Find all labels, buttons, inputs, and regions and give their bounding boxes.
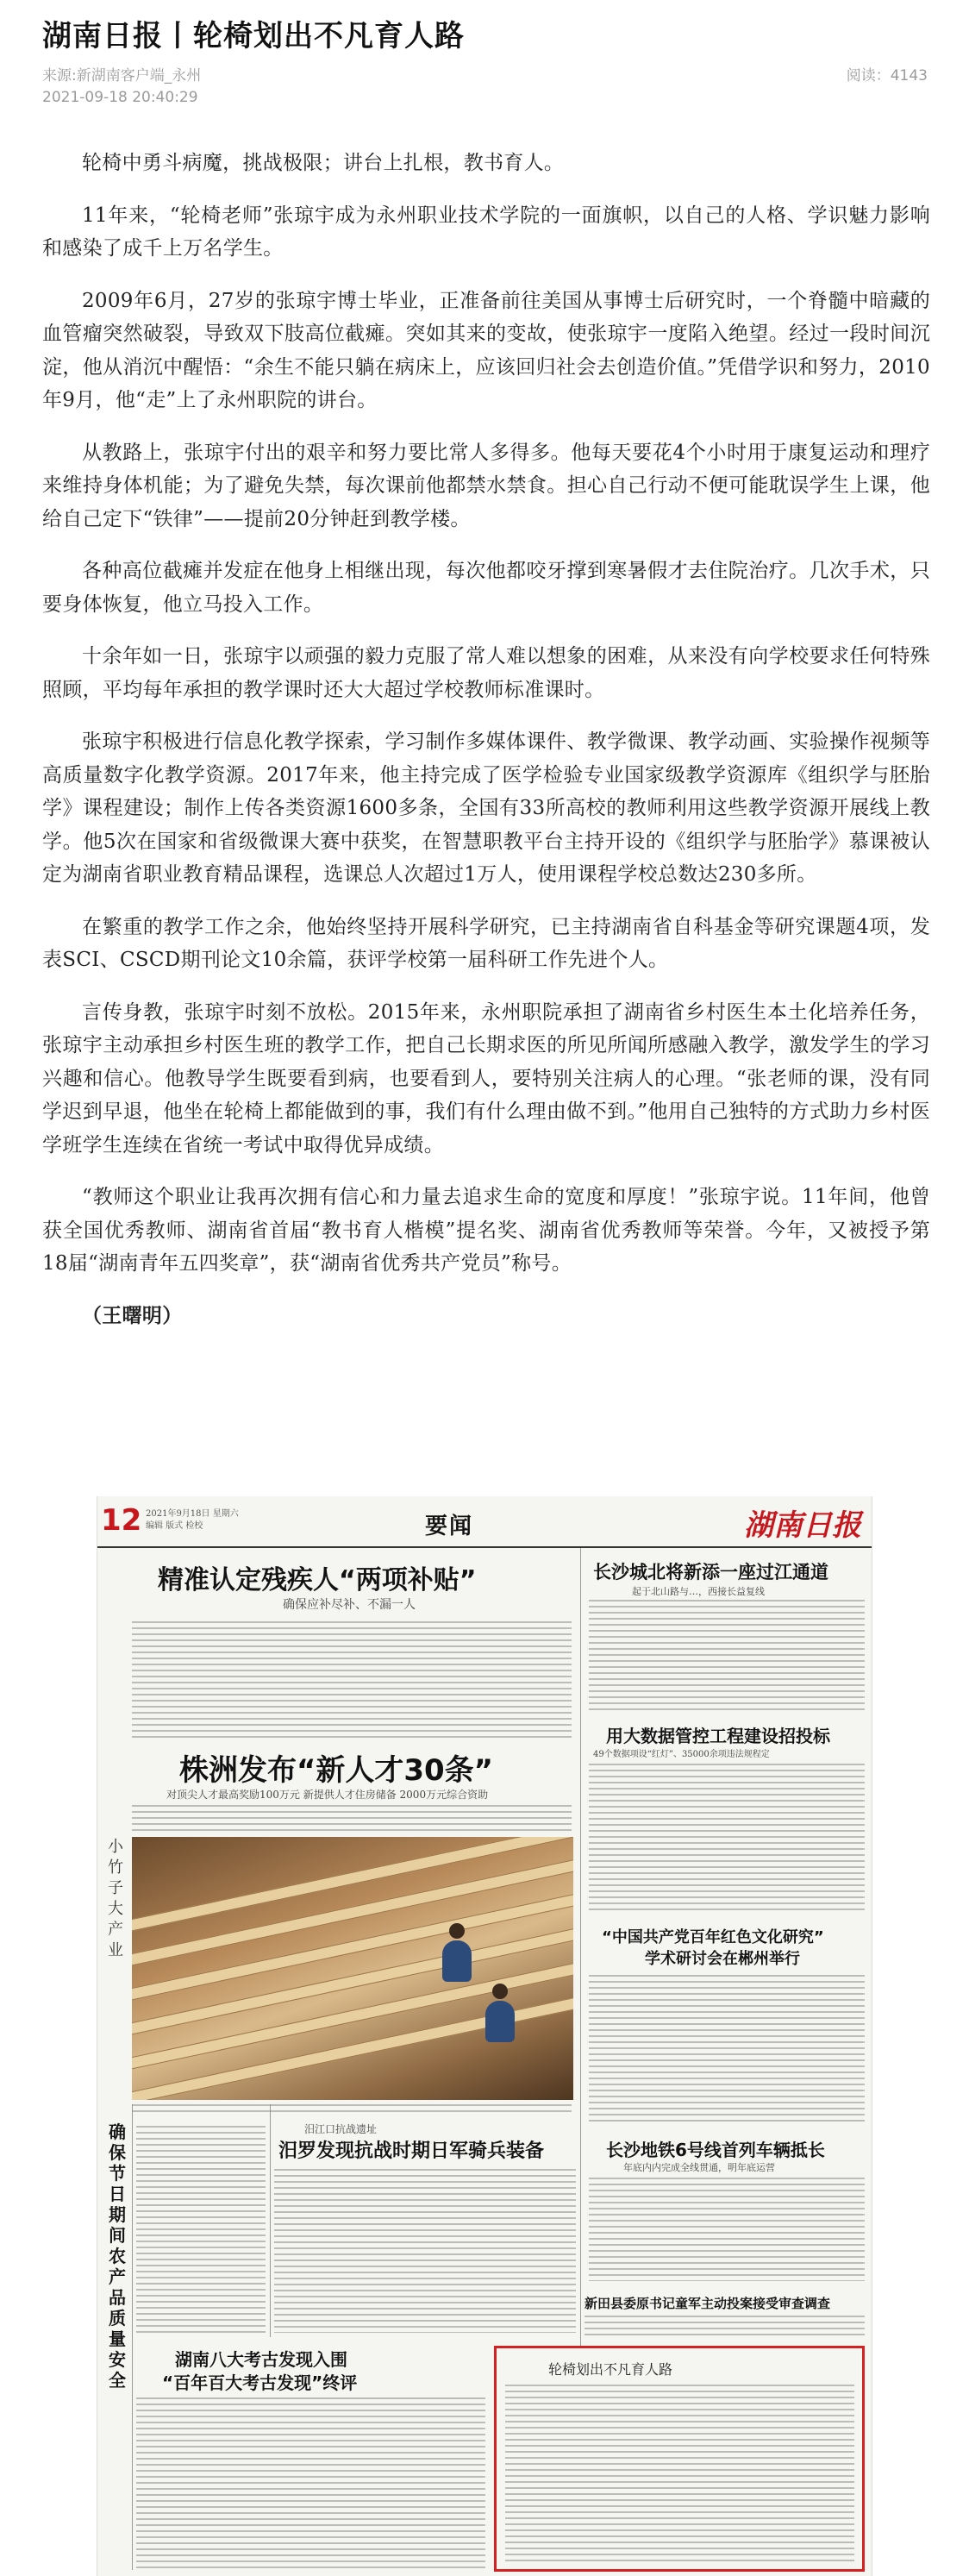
headline-disability-subsidy: 精准认定残疾人“两项补贴” <box>158 1565 477 1595</box>
paragraph: 从教路上，张琼宇付出的艰辛和努力要比常人多得多。他每天要花4个小时用于康复运动和理疗来维持身体机能；为了避免失禁，每次课前他都禁水禁食。担心自己行动不便可能耽误学生上课，他给自己定下“铁律”——提前20分钟赶到教学楼。 <box>42 441 930 530</box>
article-header <box>42 16 930 109</box>
page-number: 12 <box>101 1503 142 1538</box>
article-meta <box>42 66 930 109</box>
text-block <box>136 2397 485 2570</box>
text-block <box>505 2385 854 2566</box>
subhead-disability: 确保应补尽补、不漏一人 <box>283 1598 416 1612</box>
column-divider <box>270 2104 271 2337</box>
bamboo-workshop-photo <box>132 1837 573 2100</box>
text-block <box>589 1600 865 1712</box>
text-block <box>589 1764 865 1910</box>
subhead-metro: 年底内内完成全线贯通，明年底运营 <box>623 2162 775 2173</box>
photo-caption-side: 小竹子大产业 <box>108 1838 123 1959</box>
newspaper-header <box>97 1496 872 1548</box>
read-count: 阅读：4143 <box>846 67 928 85</box>
headline-archaeology: 湖南八大考古发现入围 <box>175 2349 347 2370</box>
newspaper-page-image <box>97 1496 872 2576</box>
boxed-article-title: 轮椅划出不凡育人路 <box>548 2361 673 2378</box>
headline-vertical-food-safety: 确保节日期间农产品质量安全 <box>109 2122 126 2391</box>
headline-red-culture-2: 学术研讨会在郴州举行 <box>645 1950 800 1968</box>
text-block <box>589 1975 865 2126</box>
section-title: 要闻 <box>425 1514 474 1539</box>
article-author: （王曙明） <box>82 1303 183 1327</box>
paragraph: 2009年6月，27岁的张琼宇博士毕业，正准备前往美国从事博士后研究时，一个脊髓中暗藏的血管瘤突然破裂，导致双下肢高位截瘫。突如其来的变故，使张琼宇一度陷入绝望。经过一段时间沉淀，他从消沉中醒悟：“余生不能只躺在病床上，应该回归社会去创造价值。”凭借学识和努力，2010年9月，他“走”上了永州职院的讲台。 <box>42 289 930 411</box>
headline-zhuzhou-talent: 株洲发布“新人才30条” <box>179 1753 494 1788</box>
paragraph: 轮椅中勇斗病魔，挑战极限；讲台上扎根，教书育人。 <box>82 152 565 174</box>
text-block <box>132 1805 572 1831</box>
article-body <box>42 147 930 1351</box>
headline-red-culture: “中国共产党百年红色文化研究” <box>602 1928 824 1946</box>
text-block <box>585 2316 865 2340</box>
text-block <box>274 2169 576 2333</box>
paragraph: 张琼宇积极进行信息化教学探索，学习制作多媒体课件、教学微课、教学动画、实验操作视频等高质量数字化教学资源。2017年来，他主持完成了医学检验专业国家级教学资源库《组织学与胚胎学》课程建设；制作上传各类资源1600多条，全国有33所高校的教师利用这些教学资源开展线上教学。他5次在国家和省级微课大赛中获奖，在智慧职教平台主持开设的《组织学与胚胎学》慕课被认定为湖南省职业教育精品课程，选课总人次超过1万人，使用课程学校总数达230多所。 <box>42 730 930 886</box>
highlighted-article-box <box>494 2346 865 2572</box>
subhead-zhuzhou: 对顶尖人才最高奖励100万元 新提供人才住房储备 2000万元综合资助 <box>166 1789 489 1801</box>
kicker-miluo: 汨江口抗战遗址 <box>304 2123 378 2135</box>
headline-miluo-cavalry: 汨罗发现抗战时期日军骑兵装备 <box>278 2140 545 2162</box>
editor-line: 编辑 版式 检校 <box>146 1521 203 1531</box>
article-datetime: 2021-09-18 20:40:29 <box>42 89 198 106</box>
headline-changsha-crossing: 长沙城北将新添一座过江通道 <box>593 1562 828 1583</box>
article-title: 湖南日报丨轮椅划出不凡育人路 <box>42 19 465 53</box>
headline-archaeology-2: “百年百大考古发现”终评 <box>162 2372 358 2393</box>
paragraph: 在繁重的教学工作之余，他始终坚持开展科学研究，已主持湖南省自科基金等研究课题4项，发表SCI、CSCD期刊论文10余篇，获评学校第一届科研工作先进个人。 <box>42 915 930 971</box>
column-divider <box>132 2104 133 2570</box>
text-block <box>132 1621 572 1738</box>
paragraph: 言传身教，张琼宇时刻不放松。2015年来，永州职院承担了湖南省乡村医生本土化培养任务，张琼宇主动承担乡村医生班的教学工作，把自己长期求医的所见所闻所感融入教学，激发学生的学习兴趣和信心。他教导学生既要看到病，也要看到人，要特别关注病人的心理。“张老师的课，没有同学迟到早退，他坐在轮椅上都能做到的事，我们有什么理由做不到。”他用自己独特的方式助力乡村医学班学生连续在省统一考试中取得优异成绩。 <box>42 1000 930 1156</box>
headline-xintian-investigation: 新田县委原书记童军主动投案接受审查调查 <box>585 2296 831 2311</box>
paragraph: 11年来，“轮椅老师”张琼宇成为永州职业技术学院的一面旗帜，以自己的人格、学识魅力影响和感染了成千上万名学生。 <box>42 204 930 260</box>
newspaper-masthead: 湖南日报 <box>744 1508 861 1543</box>
newspaper-date <box>146 1508 275 1532</box>
subhead-changsha: 起于北山路与…，西接长益复线 <box>632 1586 765 1597</box>
paragraph: 各种高位截瘫并发症在他身上相继出现，每次他都咬牙撑到寒暑假才去住院治疗。几次手术，只要身体恢复，他立马投入工作。 <box>42 560 930 616</box>
article-source: 来源:新湖南客户端_永州 <box>42 67 202 85</box>
column-divider <box>580 1548 581 2346</box>
subhead-big-data: 49个数据项设“红灯”、35000余项违法规程定 <box>593 1750 770 1759</box>
date-line: 2021年9月18日 星期六 <box>146 1509 239 1519</box>
text-block <box>136 2126 266 2333</box>
paragraph: 十余年如一日，张琼宇以顽强的毅力克服了常人难以想象的困难，从来没有向学校要求任何特殊照顾，平均每年承担的教学课时还大大超过学校教师标准课时。 <box>42 645 930 701</box>
text-block <box>589 2178 865 2281</box>
photo-caption-text <box>132 2104 572 2116</box>
paragraph: “教师这个职业让我再次拥有信心和力量去追求生命的宽度和厚度！”张琼宇说。11年间，他曾获全国优秀教师、湖南省首届“教书育人楷模”提名奖、湖南省优秀教师等荣誉。今年，又被授予第18届“湖南青年五四奖章”，获“湖南省优秀共产党员”称号。 <box>42 1186 930 1275</box>
headline-big-data-bidding: 用大数据管控工程建设招投标 <box>606 1726 830 1746</box>
headline-metro-line6: 长沙地铁6号线首列车辆抵长 <box>606 2140 825 2160</box>
